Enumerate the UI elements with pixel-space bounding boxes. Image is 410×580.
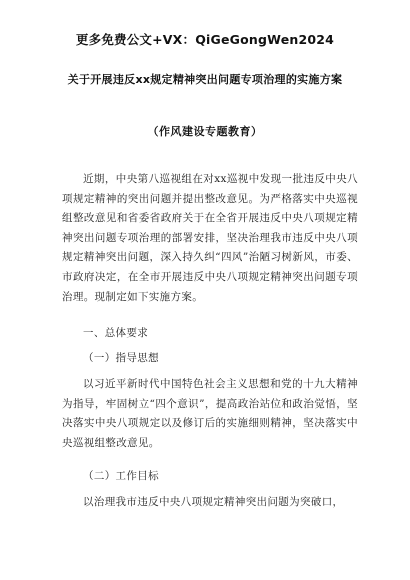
subsection-heading-guiding-ideology: （一）指导思想 — [83, 352, 159, 364]
work-goals-paragraph: 以治理我市违反中央八项规定精神突出问题为突破口， — [83, 496, 344, 508]
document-title: 关于开展违反xx规定精神突出问题专项治理的实施方案 — [67, 73, 343, 86]
document-subtitle: （作风建设专题教育） — [147, 125, 263, 138]
intro-paragraph: 近期，中央第八巡视组在对xx巡视中发现一批违反中央八项规定精神的突出问题并提出整改意见。为严格落实中央巡视组整改意见和省委省政府关于在全省开展违反中央八项规定精神突出问题专项治理的部署安排，坚决治理我市违反中央八项规定精神突出问题，深入持久纠“四风”治陋习树新风，市委、市政府决定，在全市开展违反中央八项规定精神突出问题专项治理。现制定如下实施方案。 — [62, 173, 358, 303]
subsection-heading-work-goals: （二）工作目标 — [83, 470, 159, 482]
section-heading-general-requirements: 一、总体要求 — [83, 327, 149, 339]
guiding-ideology-paragraph: 以习近平新时代中国特色社会主义思想和党的十九大精神为指导，牢固树立“四个意识”，提高政治站位和政治觉悟，坚决落实中央八项规定以及修订后的实施细则精神，坚决落实中央巡视组整改意见。 — [62, 378, 358, 449]
watermark-banner: 更多免费公文+VX：QiGeGongWen2024 — [75, 32, 335, 47]
